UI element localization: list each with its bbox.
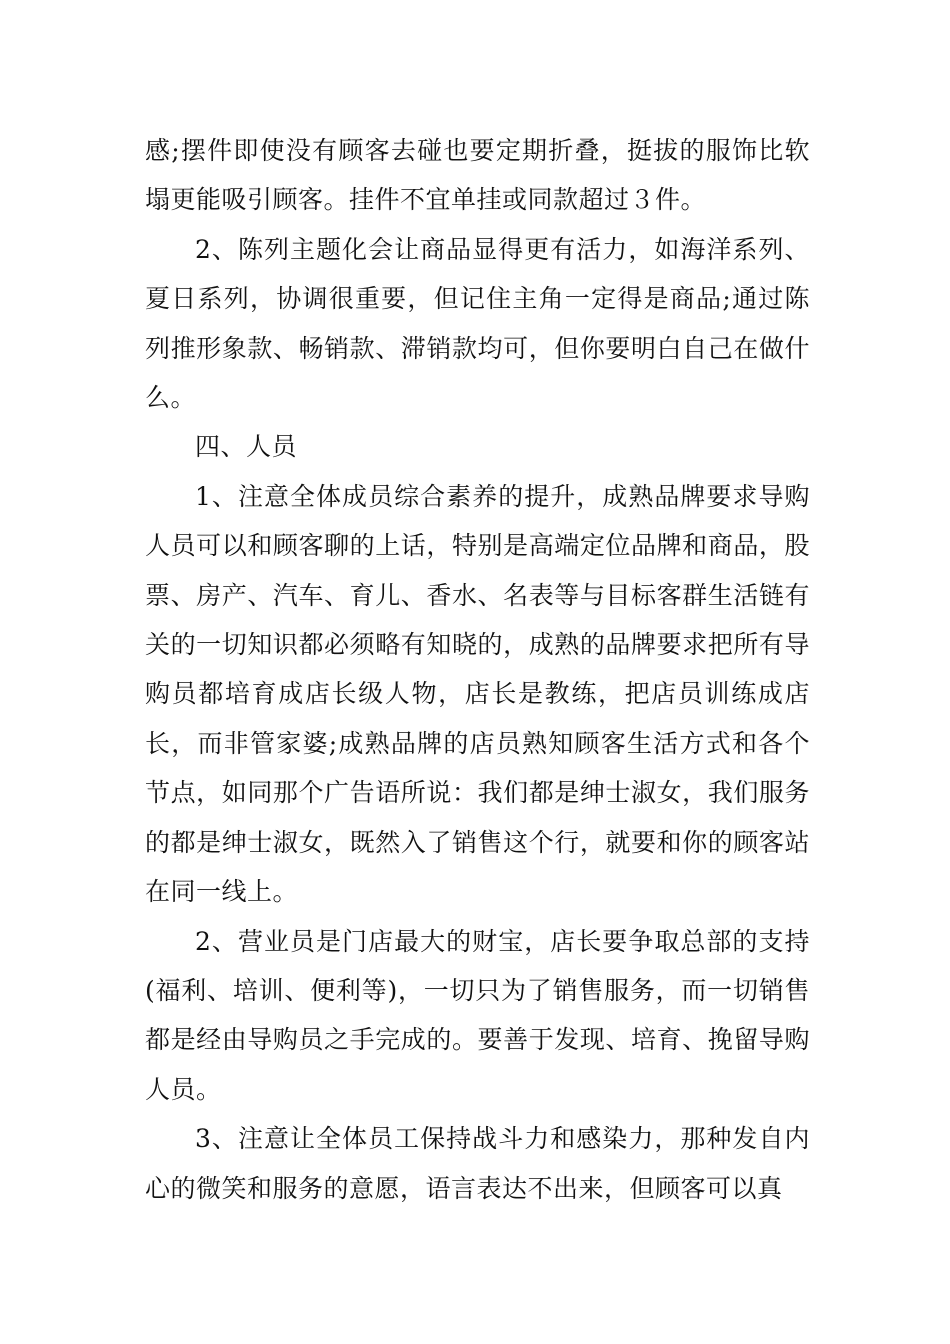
section-heading: 四、人员 [195,432,298,462]
paragraph-4: 2、营业员是门店最大的财宝，店长要争取总部的支持(福利、培训、便利等)，一切只为了销售服务，而一切销售都是经由导购员之手完成的。要善于发现、培育、挽留导购人员。 [145,926,810,1104]
paragraph-3: 1、注意全体成员综合素养的提升，成熟品牌要求导购人员可以和顾客聊的上话，特别是高端定位品牌和商品，股票、房产、汽车、育儿、香水、名表等与目标客群生活链有关的一切知识都必须略有知晓的，成熟的品牌要求把所有导购员都培育成店长级人物，店长是教练，把店员训练成店长，而非管家婆;成熟品牌的店员熟知顾客生活方式和各个节点，如同那个广告语所说：我们都是绅士淑女，我们服务的都是绅士淑女，既然入了销售这个行，就要和你的顾客站在同一线上。 [145,481,810,907]
paragraph-2: 2、陈列主题化会让商品显得更有活力，如海洋系列、夏日系列，协调很重要，但记住主角一定得是商品;通过陈列推形象款、畅销款、滞销款均可，但你要明白自己在做什么。 [145,234,810,413]
paragraph-1: 感;摆件即使没有顾客去碰也要定期折叠，挺拔的服饰比软塌更能吸引顾客。挂件不宜单挂或同款超过３件。 [145,136,810,215]
document-body [145,126,810,1213]
paragraph-5: 3、注意让全体员工保持战斗力和感染力，那种发自内心的微笑和服务的意愿，语言表达不出来，但顾客可以真 [145,1124,810,1203]
